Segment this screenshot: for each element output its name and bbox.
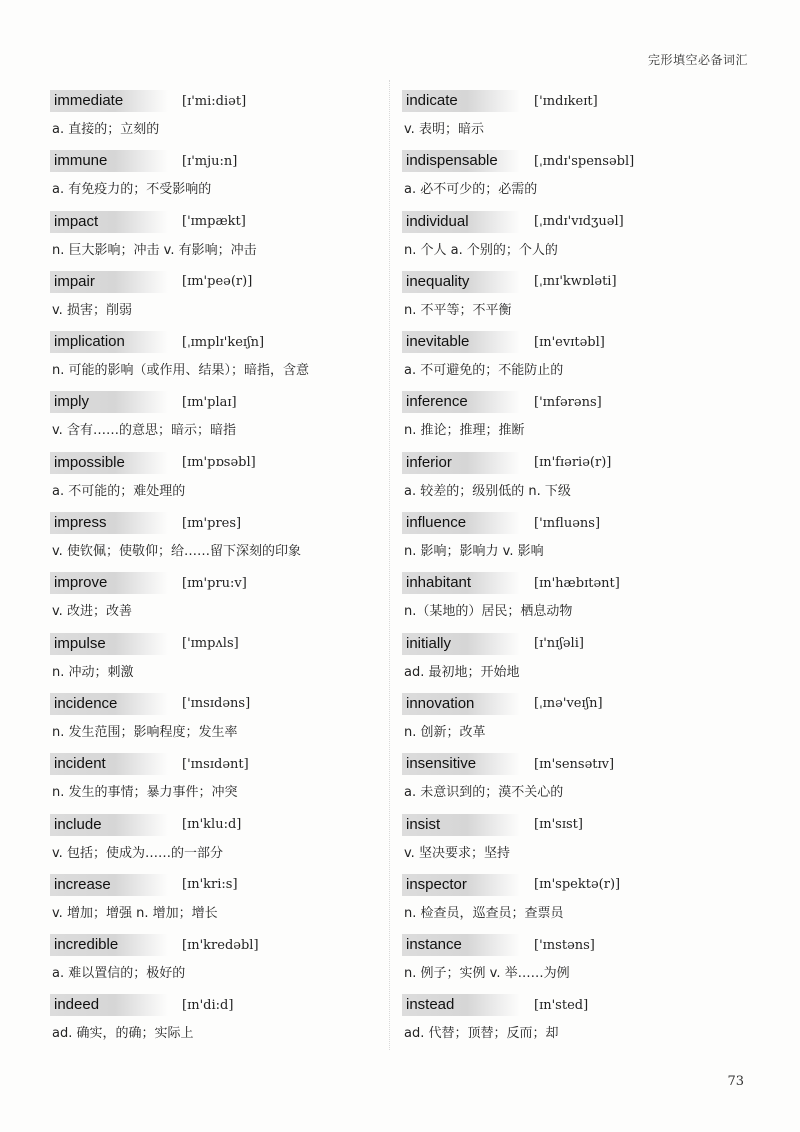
vocab-entry bbox=[402, 812, 722, 872]
vocab-entry bbox=[402, 329, 722, 389]
vocab-word: individual bbox=[402, 211, 520, 233]
vocab-word: influence bbox=[402, 512, 520, 534]
vocab-phonetic: [ɪ'nɪʃəli] bbox=[534, 636, 584, 652]
vocab-entry bbox=[50, 269, 370, 329]
vocab-entry bbox=[50, 570, 370, 630]
vocab-word: initially bbox=[402, 633, 520, 655]
vocab-phonetic: [ɪm'pru:v] bbox=[182, 575, 247, 591]
vocab-entry bbox=[50, 631, 370, 691]
vocab-definition: n. 推论；推理；推断 bbox=[404, 423, 525, 439]
vocab-phonetic: [ɪn'kri:s] bbox=[182, 877, 238, 893]
vocab-entry bbox=[402, 269, 722, 329]
vocab-word: immediate bbox=[50, 90, 168, 112]
vocab-word: indicate bbox=[402, 90, 520, 112]
vocab-phonetic: [ˌɪndɪ'vɪdʒuəl] bbox=[534, 214, 624, 230]
vocab-definition: n. 巨大影响；冲击 v. 有影响；冲击 bbox=[52, 242, 257, 258]
vocab-word: inference bbox=[402, 391, 520, 413]
page-number: 73 bbox=[727, 1074, 744, 1089]
vocab-phonetic: [ˌɪmplɪ'keɪʃn] bbox=[182, 334, 265, 350]
vocab-definition: n. 例子；实例 v. 举……为例 bbox=[404, 966, 570, 982]
vocab-word: impulse bbox=[50, 633, 168, 655]
vocab-word: inequality bbox=[402, 271, 520, 293]
vocab-phonetic: ['ɪnsɪdəns] bbox=[182, 696, 251, 712]
vocab-phonetic: [ɪn'klu:d] bbox=[182, 817, 242, 833]
vocab-phonetic: [ɪ'mju:n] bbox=[182, 153, 238, 169]
vocab-word: incidence bbox=[50, 693, 168, 715]
vocab-phonetic: [ɪn'sted] bbox=[534, 997, 589, 1013]
vocab-definition: a. 未意识到的；漠不关心的 bbox=[404, 785, 564, 801]
vocab-phonetic: [ɪ'mi:diət] bbox=[182, 93, 247, 109]
vocab-entry bbox=[50, 992, 370, 1052]
right-column bbox=[402, 88, 722, 1053]
vocab-entry bbox=[50, 751, 370, 811]
vocab-definition: n. 发生的事情；暴力事件；冲突 bbox=[52, 785, 238, 801]
vocab-entry bbox=[50, 510, 370, 570]
vocab-definition: n. 创新；改革 bbox=[404, 724, 486, 740]
left-column bbox=[50, 88, 370, 1053]
vocab-entry bbox=[402, 932, 722, 992]
vocab-entry bbox=[402, 691, 722, 751]
vocab-definition: a. 直接的；立刻的 bbox=[52, 122, 160, 137]
vocab-word: impress bbox=[50, 512, 168, 534]
vocab-phonetic: ['ɪnfərəns] bbox=[534, 394, 602, 410]
vocab-word: incident bbox=[50, 753, 168, 775]
vocab-phonetic: [ɪn'sensətɪv] bbox=[534, 756, 615, 772]
vocab-word: imply bbox=[50, 391, 168, 413]
vocab-entry bbox=[50, 389, 370, 449]
vocab-definition: v. 包括；使成为……的一部分 bbox=[52, 845, 223, 861]
vocab-word: increase bbox=[50, 874, 168, 896]
vocab-word: insist bbox=[402, 814, 520, 836]
vocab-definition: v. 增加；增强 n. 增加；增长 bbox=[52, 905, 218, 921]
vocab-entry bbox=[402, 510, 722, 570]
vocab-word: impact bbox=[50, 211, 168, 233]
vocab-definition: n. 检查员，巡查员；查票员 bbox=[404, 905, 564, 921]
vocab-entry bbox=[50, 209, 370, 269]
vocab-phonetic: [ˌɪnə'veɪʃn] bbox=[534, 696, 603, 712]
vocab-entry bbox=[50, 691, 370, 751]
vocab-phonetic: [ɪm'pɒsəbl] bbox=[182, 455, 256, 471]
vocab-definition: n. 冲动；刺激 bbox=[52, 664, 134, 680]
vocab-entry bbox=[402, 88, 722, 148]
vocab-definition: a. 有免疫力的；不受影响的 bbox=[52, 182, 212, 198]
vocab-definition: ad. 确实，的确；实际上 bbox=[52, 1026, 194, 1042]
vocab-entry bbox=[402, 389, 722, 449]
vocab-phonetic: ['ɪmpækt] bbox=[182, 214, 246, 230]
vocab-word: include bbox=[50, 814, 168, 836]
vocab-phonetic: [ɪn'sɪst] bbox=[534, 817, 583, 833]
vocab-definition: ad. 最初地；开始地 bbox=[404, 664, 520, 680]
vocab-phonetic: [ɪm'plaɪ] bbox=[182, 394, 237, 410]
vocab-phonetic: [ɪn'hæbɪtənt] bbox=[534, 575, 620, 591]
vocab-word: impossible bbox=[50, 452, 168, 474]
vocab-phonetic: ['ɪmpʌls] bbox=[182, 636, 239, 652]
vocab-phonetic: ['ɪnstəns] bbox=[534, 937, 595, 953]
vocab-definition: v. 改进；改善 bbox=[52, 604, 132, 620]
vocab-word: implication bbox=[50, 331, 168, 353]
vocab-definition: n. 个人 a. 个别的；个人的 bbox=[404, 242, 558, 258]
vocab-definition: v. 含有……的意思；暗示；暗指 bbox=[52, 423, 236, 439]
column-divider bbox=[389, 80, 390, 1050]
vocab-entry bbox=[50, 88, 370, 148]
vocab-phonetic: [ɪn'di:d] bbox=[182, 997, 234, 1013]
vocab-phonetic: ['ɪndɪkeɪt] bbox=[534, 93, 598, 109]
vocab-entry bbox=[50, 450, 370, 510]
vocab-phonetic: ['ɪnsɪdənt] bbox=[182, 756, 249, 772]
vocab-entry bbox=[402, 992, 722, 1052]
vocab-definition: v. 损害；削弱 bbox=[52, 302, 132, 318]
vocab-definition: v. 使钦佩；使敬仰；给……留下深刻的印象 bbox=[52, 544, 301, 560]
vocab-word: instance bbox=[402, 934, 520, 956]
vocab-word: insensitive bbox=[402, 753, 520, 775]
vocab-definition: ad. 代替；顶替；反而；却 bbox=[404, 1026, 559, 1042]
vocab-phonetic: [ɪm'peə(r)] bbox=[182, 274, 253, 290]
vocab-word: inhabitant bbox=[402, 572, 520, 594]
vocab-word: improve bbox=[50, 572, 168, 594]
vocab-word: inspector bbox=[402, 874, 520, 896]
vocab-definition: a. 不可避免的；不能防止的 bbox=[404, 363, 564, 379]
vocab-word: indeed bbox=[50, 994, 168, 1016]
vocab-definition: n.（某地的）居民；栖息动物 bbox=[404, 604, 573, 620]
vocab-entry bbox=[402, 872, 722, 932]
vocab-definition: v. 表明；暗示 bbox=[404, 122, 484, 137]
vocab-definition: n. 可能的影响（或作用、结果）；暗指，含意 bbox=[52, 363, 310, 379]
vocab-entry bbox=[402, 209, 722, 269]
vocab-entry bbox=[50, 872, 370, 932]
vocab-word: innovation bbox=[402, 693, 520, 715]
vocab-word: immune bbox=[50, 150, 168, 172]
vocab-definition: n. 不平等；不平衡 bbox=[404, 302, 512, 318]
vocab-phonetic: [ˌɪndɪ'spensəbl] bbox=[534, 153, 635, 169]
vocab-entry bbox=[402, 570, 722, 630]
vocab-phonetic: [ɪn'kredəbl] bbox=[182, 937, 259, 953]
vocab-entry bbox=[402, 751, 722, 811]
vocab-phonetic: [ɪn'spektə(r)] bbox=[534, 877, 621, 893]
vocab-entry bbox=[402, 631, 722, 691]
vocab-definition: a. 必不可少的；必需的 bbox=[404, 182, 538, 198]
vocab-phonetic: ['ɪnfluəns] bbox=[534, 515, 601, 531]
page-header: 完形填空必备词汇 bbox=[647, 53, 748, 67]
vocab-word: indispensable bbox=[402, 150, 520, 172]
vocab-definition: a. 较差的；级别低的 n. 下级 bbox=[404, 483, 571, 499]
vocab-entry bbox=[50, 812, 370, 872]
vocab-definition: n. 影响；影响力 v. 影响 bbox=[404, 544, 544, 560]
vocab-word: impair bbox=[50, 271, 168, 293]
vocab-definition: a. 难以置信的；极好的 bbox=[52, 966, 186, 982]
vocab-entry bbox=[402, 450, 722, 510]
vocab-definition: n. 发生范围；影响程度；发生率 bbox=[52, 724, 238, 740]
vocab-definition: a. 不可能的；难处理的 bbox=[52, 483, 186, 499]
vocab-word: inevitable bbox=[402, 331, 520, 353]
vocab-entry bbox=[402, 148, 722, 208]
vocab-entry bbox=[50, 932, 370, 992]
vocab-phonetic: [ɪm'pres] bbox=[182, 515, 242, 531]
vocab-phonetic: [ˌɪnɪ'kwɒləti] bbox=[534, 274, 617, 290]
vocab-entry bbox=[50, 148, 370, 208]
vocab-definition: v. 坚决要求；坚持 bbox=[404, 845, 510, 861]
vocab-word: instead bbox=[402, 994, 520, 1016]
vocab-word: incredible bbox=[50, 934, 168, 956]
vocab-entry bbox=[50, 329, 370, 389]
vocab-phonetic: [ɪn'fɪəriə(r)] bbox=[534, 455, 612, 471]
vocab-phonetic: [ɪn'evɪtəbl] bbox=[534, 334, 605, 350]
vocab-word: inferior bbox=[402, 452, 520, 474]
